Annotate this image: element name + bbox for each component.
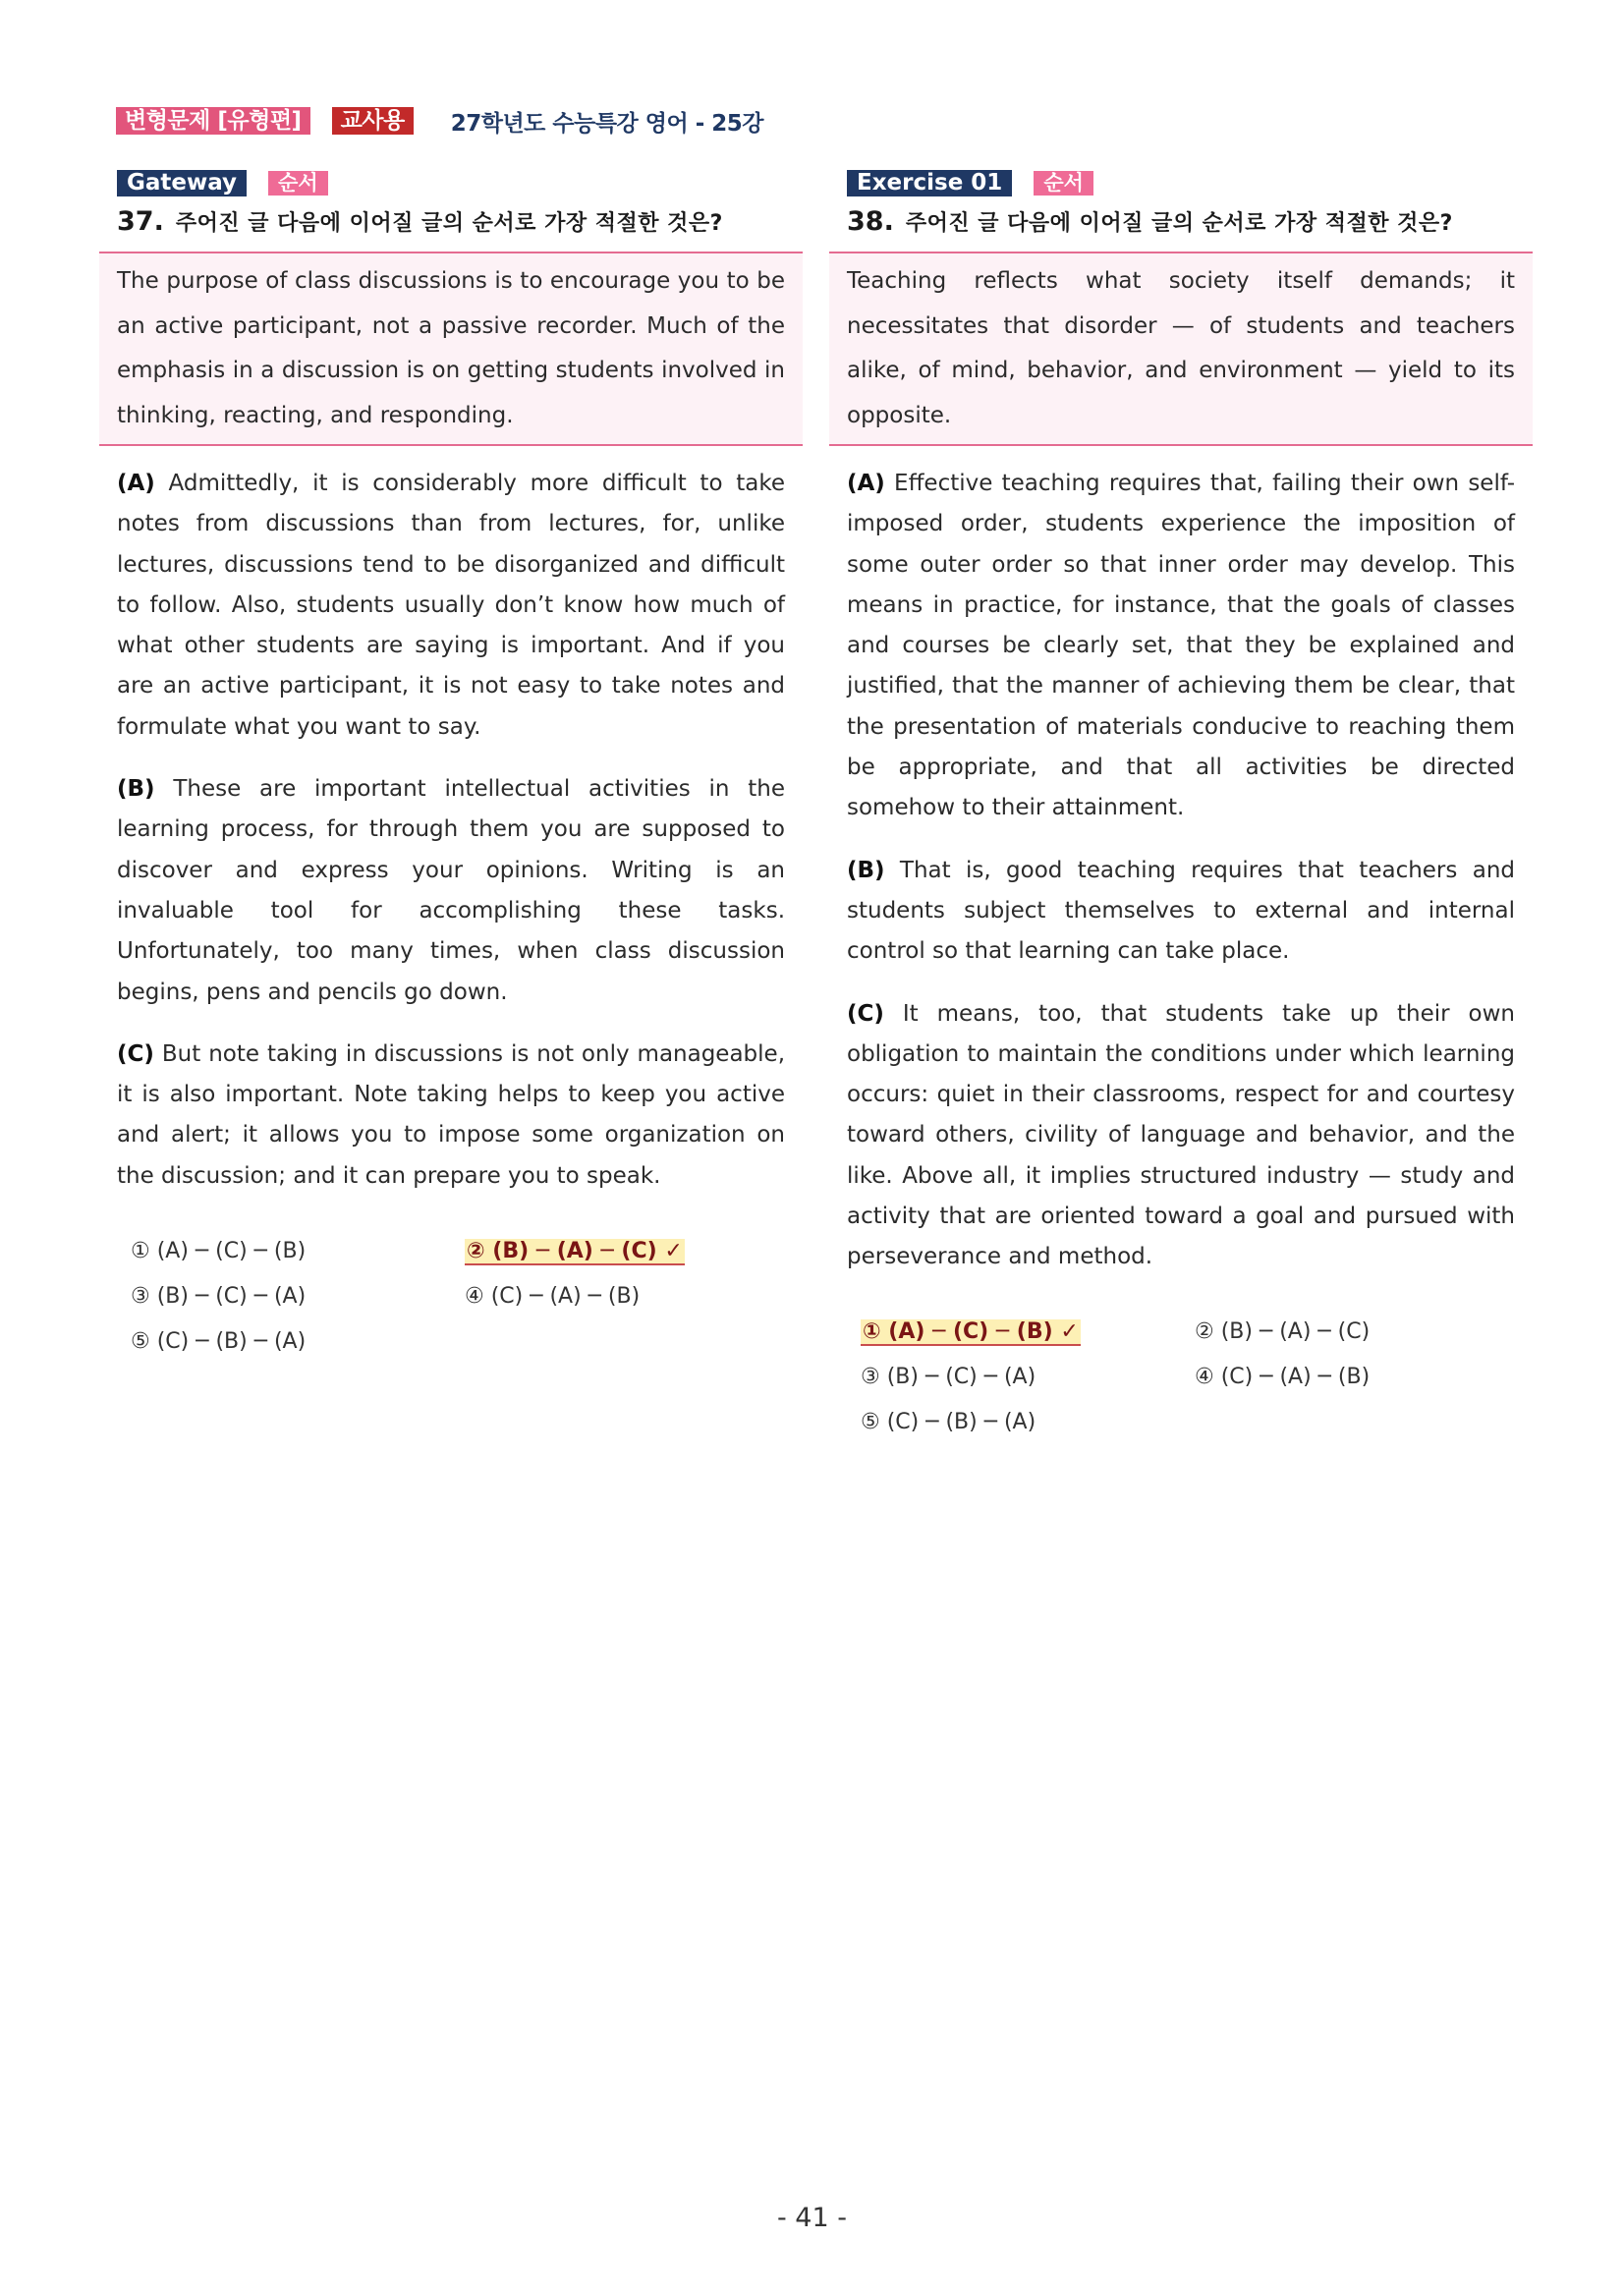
paragraph-label: (B) [117, 776, 155, 803]
header-title: 27학년도 수능특강 영어 - 25강 [450, 110, 763, 137]
teacher-tag: 교사용 [332, 107, 414, 135]
question-title [117, 206, 803, 242]
choice-2-correct[interactable] [465, 1239, 799, 1263]
answer-highlight: ① (A) ─ (C) ─ (B) ✓ [863, 1319, 1079, 1345]
paragraph-text: Effective teaching requires that, failing their own self-imposed order, students experience the imposition of some outer order so that inner order may develop. This means in practice, for instance, that the goals of classes and courses be clearly set, that they be explained and justified, that the manner of achieving them be clear, that the presentation of materials conducive to reaching them be appropriate, and that all activities be directed somehow to their attainment. [847, 471, 1515, 821]
question-labels [117, 170, 803, 196]
page-number: - 41 - [776, 2203, 847, 2233]
question-number: 38. [847, 206, 894, 237]
given-passage: Teaching reflects what society itself demands; it necessitates that disorder — of students and teachers alike, of mind, behavior, and environment — yield to its opposite. [829, 252, 1533, 446]
gateway-label: Gateway [117, 170, 247, 196]
question-text: 주어진 글 다음에 이어질 글의 순서로 가장 적절한 것은? [175, 211, 723, 236]
choice-4[interactable]: ④ (C) ─ (A) ─ (B) [1195, 1365, 1371, 1390]
paragraph-label: (A) [117, 471, 155, 496]
type-label: 순서 [1034, 171, 1093, 196]
paragraph-label: (A) [847, 471, 885, 496]
answer-highlight: ② (B) ─ (A) ─ (C) ✓ [467, 1238, 683, 1263]
category-tag: 변형문제 [유형편] [116, 107, 310, 135]
paragraph-b [117, 769, 785, 1013]
question-37-column [99, 170, 803, 1364]
choice-1-correct[interactable] [861, 1319, 1195, 1344]
question-38-column [829, 170, 1533, 1445]
question-number: 37. [117, 206, 164, 237]
choice-4[interactable]: ④ (C) ─ (A) ─ (B) [465, 1283, 641, 1309]
question-text: 주어진 글 다음에 이어질 글의 순서로 가장 적절한 것은? [905, 211, 1453, 236]
choice-5[interactable]: ⑤ (C) ─ (B) ─ (A) [131, 1328, 307, 1354]
paragraph-a [117, 464, 785, 748]
given-passage: The purpose of class discussions is to encourage you to be an active participant, not a passive recorder. Much of the emphasis in a discussion is on getting students involved in thinking, reacting, and responding. [99, 252, 803, 446]
answer-choices [861, 1310, 1533, 1445]
paragraph-b [847, 851, 1515, 973]
paragraph-text: That is, good teaching requires that teachers and students subject themselves to external and internal control so that learning can take place. [847, 857, 1515, 965]
choice-2[interactable]: ② (B) ─ (A) ─ (C) [1195, 1319, 1371, 1345]
choice-3[interactable]: ③ (B) ─ (C) ─ (A) [131, 1283, 307, 1309]
paragraph-label: (C) [117, 1040, 154, 1067]
page-header [116, 106, 763, 136]
paragraph-a [847, 464, 1515, 829]
exercise-label: Exercise 01 [847, 170, 1012, 196]
paragraph-c [117, 1035, 785, 1197]
choice-5[interactable]: ⑤ (C) ─ (B) ─ (A) [861, 1410, 1036, 1435]
choice-3[interactable]: ③ (B) ─ (C) ─ (A) [861, 1365, 1036, 1390]
paragraph-c [847, 994, 1515, 1278]
paragraph-text: Admittedly, it is considerably more difficult to take notes from discussions than from lectures, for, unlike lectures, discussions tend to be disorganized and difficult to follow. Also, students usually don’t know how much of what other students are saying is important. And if you are an active participant, it is not easy to take notes and formulate what you want to say. [117, 471, 785, 740]
paragraph-text: These are important intellectual activities in the learning process, for through them you are supposed to discover and express your opinions. Writing is an invaluable tool for accomplishing these tasks. Unfortunately, too many times, when class discussion begins, pens and pencils go down. [117, 776, 786, 1005]
question-labels [847, 170, 1533, 196]
type-label: 순서 [268, 171, 328, 196]
paragraph-label: (C) [847, 1000, 884, 1027]
paragraph-text: But note taking in discussions is not only manageable, it is also important. Note taking helps to keep you active and alert; it allows you to impose some organization on the discussion; and it can prepare you to speak. [117, 1040, 785, 1189]
question-title [847, 206, 1533, 242]
paragraph-text: It means, too, that students take up their own obligation to maintain the conditions under which learning occurs: quiet in their classrooms, respect for and courtesy toward others, civility of language and behavior, and the like. Above all, it implies structured industry — study and activity that are oriented toward a goal and pursued with perseverance and method. [847, 1000, 1515, 1270]
answer-choices [131, 1228, 803, 1364]
choice-1[interactable]: ① (A) ─ (C) ─ (B) [131, 1238, 307, 1263]
paragraph-label: (B) [847, 857, 885, 883]
